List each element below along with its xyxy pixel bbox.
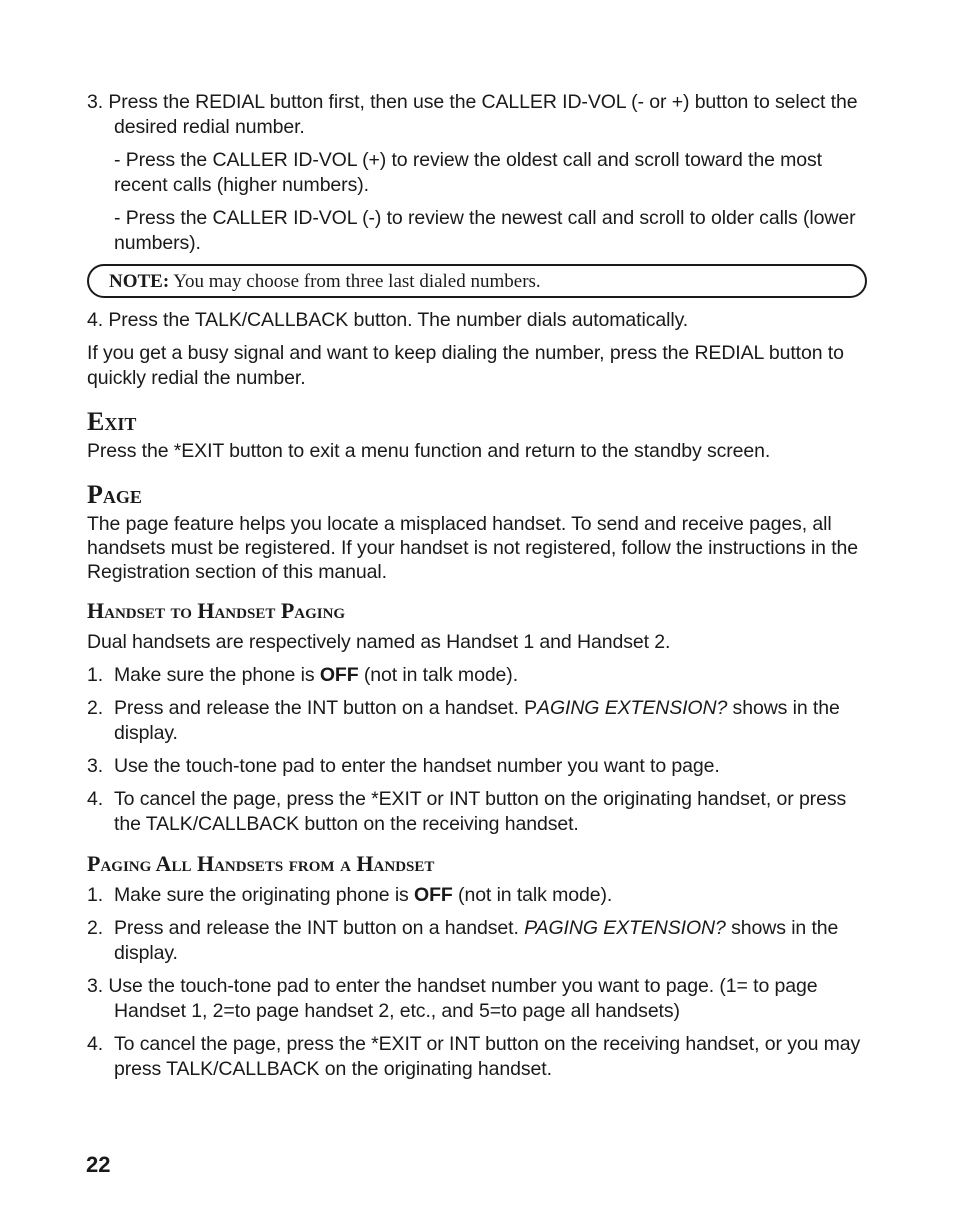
all-step-2: 2. Press and release the INT button on a handset. PAGING EXTENSION? shows in the display. (87, 917, 839, 964)
manual-page (87, 90, 877, 1090)
exit-text: Press the *EXIT button to exit a menu function and return to the standby screen. (87, 440, 771, 462)
redial-minus-instruction: - Press the CALLER ID-VOL (-) to review the newest call and scroll to older calls (lower numbers). (114, 207, 856, 254)
busy-signal-text: If you get a busy signal and want to keep dialing the number, press the REDIAL button to quickly redial the number. (87, 342, 844, 389)
h2h-step-1: 1. Make sure the phone is OFF (not in talk mode). (87, 664, 519, 686)
note-label: NOTE: (109, 271, 170, 292)
h2h-step-4: 4. To cancel the page, press the *EXIT or INT button on the originating handset, or press the TALK/CALLBACK button on the receiving handset. (87, 788, 847, 835)
h2h-intro: Dual handsets are respectively named as Handset 1 and Handset 2. (87, 631, 671, 653)
note-text: You may choose from three last dialed numbers. (173, 271, 541, 292)
h2h-step-2: 2. Press and release the INT button on a handset. PAGING EXTENSION? shows in the display. (87, 697, 840, 744)
redial-plus-instruction: - Press the CALLER ID-VOL (+) to review the oldest call and scroll toward the most recent calls (higher numbers). (114, 149, 822, 196)
all-step-3: 3. Use the touch-tone pad to enter the handset number you want to page. (1= to page Handset 1, 2=to page handset 2, etc., and 5=to page all handsets) (87, 975, 818, 1022)
page-number: 22 (86, 1152, 111, 1177)
exit-heading: Exit (87, 407, 137, 436)
all-step-1: 1. Make sure the originating phone is OFF (not in talk mode). (87, 884, 613, 906)
page-text: The page feature helps you locate a misplaced handset. To send and receive pages, all handsets must be registered. If your handset is not registered, follow the instructions in the Registration section of this manual. (87, 513, 859, 583)
handset-to-handset-heading: Handset to Handset Paging (87, 598, 346, 623)
page-heading: Page (87, 480, 142, 509)
paging-all-heading: Paging All Handsets from a Handset (87, 851, 435, 876)
redial-step-3: 3. Press the REDIAL button first, then use the CALLER ID-VOL (- or +) button to select the desired redial number. (87, 91, 858, 138)
note-box (87, 264, 867, 298)
all-step-4: 4. To cancel the page, press the *EXIT or INT button on the receiving handset, or you may press TALK/CALLBACK on the originating handset. (87, 1033, 861, 1080)
h2h-step-3: 3. Use the touch-tone pad to enter the handset number you want to page. (87, 755, 720, 777)
redial-step-4: 4. Press the TALK/CALLBACK button. The number dials automatically. (87, 309, 689, 331)
